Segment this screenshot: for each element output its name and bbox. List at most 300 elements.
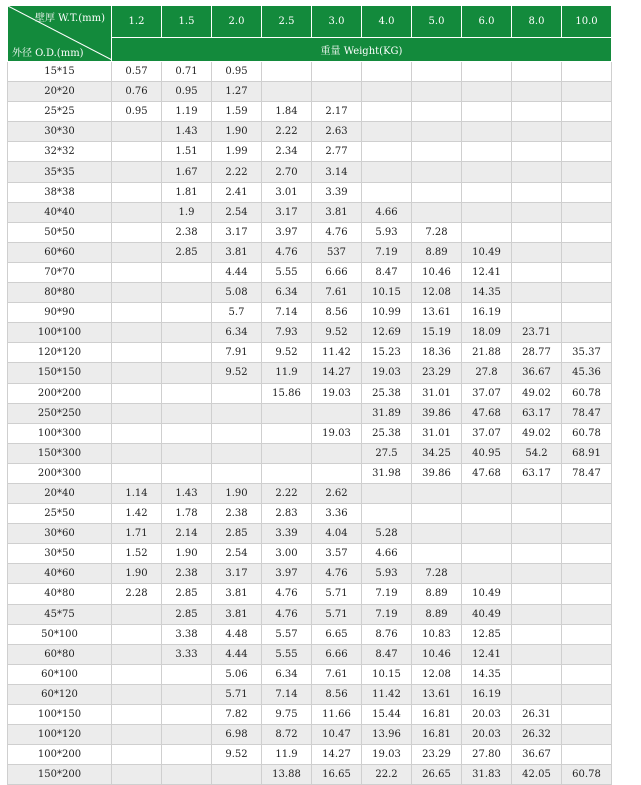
table-row: [8, 82, 612, 102]
weight-cell: 78.47: [562, 463, 612, 483]
weight-cell: 4.48: [212, 624, 262, 644]
table-row: [8, 463, 612, 483]
size-cell: 30*60: [8, 524, 112, 544]
weight-cell: 40.95: [462, 443, 512, 463]
weight-cell: [162, 423, 212, 443]
weight-cell: [112, 463, 162, 483]
weight-cell: [512, 262, 562, 282]
weight-cell: 5.06: [212, 664, 262, 684]
weight-cell: 16.81: [412, 705, 462, 725]
weight-cell: 11.42: [362, 684, 412, 704]
table-row: [8, 765, 612, 785]
size-cell: 38*38: [8, 182, 112, 202]
weight-cell: [512, 242, 562, 262]
weight-cell: [212, 443, 262, 463]
size-cell: 100*150: [8, 705, 112, 725]
weight-cell: 1.51: [162, 142, 212, 162]
weight-cell: 3.17: [212, 564, 262, 584]
weight-cell: [462, 142, 512, 162]
weight-cell: 0.95: [112, 102, 162, 122]
weight-cell: [562, 162, 612, 182]
weight-cell: [562, 664, 612, 684]
weight-cell: 35.37: [562, 343, 612, 363]
weight-cell: 7.14: [262, 684, 312, 704]
table-row: [8, 323, 612, 343]
weight-cell: [562, 725, 612, 745]
weight-cell: 60.78: [562, 765, 612, 785]
weight-cell: [112, 343, 162, 363]
size-cell: 20*40: [8, 483, 112, 503]
weight-cell: 2.54: [212, 544, 262, 564]
weight-cell: [412, 142, 462, 162]
weight-cell: 12.85: [462, 624, 512, 644]
weight-cell: 1.90: [212, 122, 262, 142]
weight-cell: 78.47: [562, 403, 612, 423]
weight-cell: 2.77: [312, 142, 362, 162]
weight-cell: 9.52: [262, 343, 312, 363]
size-cell: 100*300: [8, 423, 112, 443]
weight-cell: 25.38: [362, 383, 412, 403]
table-row: [8, 604, 612, 624]
weight-cell: 1.78: [162, 504, 212, 524]
weight-cell: 8.89: [412, 604, 462, 624]
size-cell: 40*40: [8, 202, 112, 222]
table-row: [8, 303, 612, 323]
weight-cell: 2.22: [212, 162, 262, 182]
weight-cell: 1.59: [212, 102, 262, 122]
weight-cell: 47.68: [462, 463, 512, 483]
weight-cell: 10.99: [362, 303, 412, 323]
weight-cell: 49.02: [512, 423, 562, 443]
weight-cell: 13.88: [262, 765, 312, 785]
weight-cell: [462, 162, 512, 182]
weight-cell: [112, 604, 162, 624]
weight-cell: 26.31: [512, 705, 562, 725]
thickness-header-row: [8, 6, 612, 38]
weight-cell: [312, 443, 362, 463]
weight-cell: 16.81: [412, 725, 462, 745]
weight-cell: 4.66: [362, 544, 412, 564]
weight-cell: [562, 644, 612, 664]
weight-cell: [562, 524, 612, 544]
weight-cell: [462, 524, 512, 544]
table-row: [8, 664, 612, 684]
weight-cell: [512, 684, 562, 704]
size-cell: 200*200: [8, 383, 112, 403]
weight-cell: 6.66: [312, 262, 362, 282]
weight-cell: 7.61: [312, 664, 362, 684]
size-cell: 60*80: [8, 644, 112, 664]
weight-cell: [512, 122, 562, 142]
weight-cell: [512, 142, 562, 162]
weight-cell: 2.63: [312, 122, 362, 142]
weight-cell: 23.71: [512, 323, 562, 343]
weight-cell: [112, 222, 162, 242]
weight-cell: 4.66: [362, 202, 412, 222]
size-cell: 60*100: [8, 664, 112, 684]
weight-cell: [112, 403, 162, 423]
weight-cell: 8.89: [412, 584, 462, 604]
weight-cell: 1.43: [162, 122, 212, 142]
size-cell: 150*200: [8, 765, 112, 785]
weight-cell: [162, 745, 212, 765]
weight-cell: [562, 504, 612, 524]
thickness-header-cell: 2.5: [262, 6, 312, 38]
weight-cell: 34.25: [412, 443, 462, 463]
table-row: [8, 745, 612, 765]
weight-cell: 6.34: [262, 664, 312, 684]
weight-cell: 39.86: [412, 403, 462, 423]
weight-cell: 1.90: [162, 544, 212, 564]
weight-cell: [562, 242, 612, 262]
weight-cell: [312, 403, 362, 423]
weight-cell: 2.62: [312, 483, 362, 503]
weight-cell: 2.38: [162, 564, 212, 584]
weight-cell: 2.22: [262, 483, 312, 503]
size-cell: 90*90: [8, 303, 112, 323]
weight-cell: 9.52: [312, 323, 362, 343]
weight-cell: [362, 82, 412, 102]
weight-cell: [412, 82, 462, 102]
size-cell: 150*150: [8, 363, 112, 383]
weight-cell: [212, 423, 262, 443]
weight-cell: 60.78: [562, 423, 612, 443]
weight-cell: [562, 122, 612, 142]
weight-cell: 3.81: [212, 584, 262, 604]
weight-cell: 7.28: [412, 564, 462, 584]
weight-cell: 16.19: [462, 303, 512, 323]
weight-cell: [462, 122, 512, 142]
weight-cell: [262, 463, 312, 483]
weight-cell: [312, 82, 362, 102]
weight-cell: 54.2: [512, 443, 562, 463]
size-cell: 15*15: [8, 62, 112, 82]
weight-cell: 4.04: [312, 524, 362, 544]
weight-cell: 3.57: [312, 544, 362, 564]
weight-cell: [312, 62, 362, 82]
weight-cell: [112, 202, 162, 222]
weight-cell: 2.34: [262, 142, 312, 162]
size-cell: 50*50: [8, 222, 112, 242]
thickness-header-cell: 4.0: [362, 6, 412, 38]
weight-cell: 18.36: [412, 343, 462, 363]
table-row: [8, 624, 612, 644]
weight-cell: 6.66: [312, 644, 362, 664]
weight-cell: 8.89: [412, 242, 462, 262]
weight-cell: [512, 303, 562, 323]
weight-cell: [112, 323, 162, 343]
weight-cell: [162, 725, 212, 745]
weight-cell: 4.76: [262, 604, 312, 624]
weight-cell: [462, 504, 512, 524]
weight-cell: 6.65: [312, 624, 362, 644]
weight-cell: [512, 584, 562, 604]
wall-thickness-label: 壁厚 W.T.(mm): [34, 13, 105, 24]
weight-cell: 1.19: [162, 102, 212, 122]
weight-cell: [362, 102, 412, 122]
weight-cell: [562, 604, 612, 624]
weight-cell: 1.14: [112, 483, 162, 503]
weight-cell: 1.27: [212, 82, 262, 102]
size-cell: 120*120: [8, 343, 112, 363]
weight-cell: 19.03: [312, 423, 362, 443]
thickness-header-cell: 6.0: [462, 6, 512, 38]
weight-cell: [162, 463, 212, 483]
weight-cell: [562, 62, 612, 82]
weight-cell: [112, 684, 162, 704]
weight-cell: [562, 82, 612, 102]
weight-cell: 8.47: [362, 644, 412, 664]
size-cell: 40*60: [8, 564, 112, 584]
weight-cell: [112, 705, 162, 725]
weight-cell: 2.85: [212, 524, 262, 544]
weight-cell: 10.46: [412, 262, 462, 282]
weight-cell: [412, 122, 462, 142]
weight-cell: 15.44: [362, 705, 412, 725]
weight-cell: [512, 283, 562, 303]
weight-cell: 16.65: [312, 765, 362, 785]
table-row: [8, 142, 612, 162]
weight-cell: [112, 383, 162, 403]
weight-cell: [512, 182, 562, 202]
weight-cell: [362, 142, 412, 162]
weight-cell: 3.81: [312, 202, 362, 222]
weight-cell: 18.09: [462, 323, 512, 343]
thickness-header-cell: 2.0: [212, 6, 262, 38]
weight-cell: [112, 122, 162, 142]
table-row: [8, 242, 612, 262]
weight-cell: [562, 202, 612, 222]
table-row: [8, 62, 612, 82]
weight-cell: 1.84: [262, 102, 312, 122]
weight-cell: 1.9: [162, 202, 212, 222]
weight-cell: 2.22: [262, 122, 312, 142]
weight-cell: 1.90: [112, 564, 162, 584]
weight-cell: 2.85: [162, 584, 212, 604]
weight-cell: 40.49: [462, 604, 512, 624]
weight-cell: 27.5: [362, 443, 412, 463]
weight-cell: [162, 383, 212, 403]
weight-cell: [462, 564, 512, 584]
weight-cell: [562, 544, 612, 564]
weight-cell: 63.17: [512, 463, 562, 483]
weight-cell: [112, 644, 162, 664]
table-row: [8, 584, 612, 604]
table-row: [8, 202, 612, 222]
weight-cell: 1.42: [112, 504, 162, 524]
weight-cell: [562, 483, 612, 503]
weight-cell: [162, 262, 212, 282]
table-row: [8, 283, 612, 303]
weight-cell: [112, 443, 162, 463]
weight-cell: [512, 483, 562, 503]
weight-cell: 9.75: [262, 705, 312, 725]
weight-cell: 2.85: [162, 604, 212, 624]
weight-cell: [512, 222, 562, 242]
weight-cell: [562, 142, 612, 162]
weight-cell: 60.78: [562, 383, 612, 403]
weight-cell: 10.49: [462, 584, 512, 604]
table-row: [8, 343, 612, 363]
weight-cell: 10.15: [362, 283, 412, 303]
weight-cell: [512, 162, 562, 182]
weight-cell: 0.95: [212, 62, 262, 82]
weight-cell: [512, 202, 562, 222]
weight-cell: 5.57: [262, 624, 312, 644]
weight-cell: 7.61: [312, 283, 362, 303]
weight-cell: 28.77: [512, 343, 562, 363]
weight-cell: [362, 122, 412, 142]
table-row: [8, 262, 612, 282]
weight-cell: 1.67: [162, 162, 212, 182]
weight-cell: 37.07: [462, 423, 512, 443]
weight-cell: [562, 102, 612, 122]
weight-cell: [362, 483, 412, 503]
weight-cell: 7.93: [262, 323, 312, 343]
weight-cell: 3.39: [262, 524, 312, 544]
weight-cell: 31.83: [462, 765, 512, 785]
weight-cell: [562, 564, 612, 584]
weight-cell: [562, 684, 612, 704]
weight-cell: [512, 544, 562, 564]
weight-cell: [362, 62, 412, 82]
weight-cell: 1.43: [162, 483, 212, 503]
weight-cell: 7.28: [412, 222, 462, 242]
size-cell: 100*120: [8, 725, 112, 745]
weight-cell: 14.35: [462, 283, 512, 303]
weight-cell: 31.01: [412, 383, 462, 403]
weight-cell: [212, 403, 262, 423]
size-cell: 100*200: [8, 745, 112, 765]
weight-cell: [112, 423, 162, 443]
weight-cell: 4.76: [312, 564, 362, 584]
weight-cell: 4.76: [262, 242, 312, 262]
weight-cell: [162, 303, 212, 323]
weight-cell: 0.76: [112, 82, 162, 102]
size-cell: 60*120: [8, 684, 112, 704]
weight-cell: [262, 82, 312, 102]
weight-cell: 3.33: [162, 644, 212, 664]
weight-cell: 6.34: [262, 283, 312, 303]
outer-diameter-label: 外径 O.D.(mm): [12, 48, 84, 59]
weight-cell: 7.19: [362, 584, 412, 604]
weight-cell: 4.44: [212, 262, 262, 282]
weight-cell: 68.91: [562, 443, 612, 463]
size-cell: 60*60: [8, 242, 112, 262]
weight-cell: [512, 644, 562, 664]
weight-cell: [112, 725, 162, 745]
size-cell: 45*75: [8, 604, 112, 624]
weight-cell: [162, 684, 212, 704]
table-row: [8, 725, 612, 745]
weight-cell: 7.19: [362, 604, 412, 624]
weight-cell: 36.67: [512, 745, 562, 765]
weight-cell: 2.28: [112, 584, 162, 604]
weight-cell: 3.00: [262, 544, 312, 564]
weight-cell: [412, 182, 462, 202]
weight-cell: 8.72: [262, 725, 312, 745]
weight-cell: [512, 624, 562, 644]
thickness-header-cell: 5.0: [412, 6, 462, 38]
weight-cell: [562, 745, 612, 765]
table-row: [8, 705, 612, 725]
weight-cell: [562, 323, 612, 343]
weight-cell: 5.28: [362, 524, 412, 544]
weight-cell: 23.29: [412, 363, 462, 383]
table-row: [8, 182, 612, 202]
weight-cell: 25.38: [362, 423, 412, 443]
weight-cell: [512, 664, 562, 684]
table-row: [8, 544, 612, 564]
weight-cell: 8.76: [362, 624, 412, 644]
weight-cell: 42.05: [512, 765, 562, 785]
weight-cell: 8.47: [362, 262, 412, 282]
weight-cell: [562, 182, 612, 202]
weight-cell: [562, 283, 612, 303]
weight-cell: 537: [312, 242, 362, 262]
weight-cell: [112, 162, 162, 182]
weight-cell: 11.66: [312, 705, 362, 725]
size-cell: 250*250: [8, 403, 112, 423]
weight-cell: 22.2: [362, 765, 412, 785]
weight-cell: 5.71: [312, 584, 362, 604]
weight-cell: 10.47: [312, 725, 362, 745]
weight-cell: [462, 182, 512, 202]
weight-cell: 15.86: [262, 383, 312, 403]
weight-cell: [562, 303, 612, 323]
weight-cell: 7.82: [212, 705, 262, 725]
corner-header-cell: [8, 6, 112, 62]
weight-cell: 3.97: [262, 564, 312, 584]
weight-cell: [162, 323, 212, 343]
weight-cell: 26.32: [512, 725, 562, 745]
weight-cell: [112, 765, 162, 785]
weight-cell: 6.98: [212, 725, 262, 745]
weight-cell: 31.98: [362, 463, 412, 483]
table-body: [8, 62, 612, 785]
weight-cell: [162, 363, 212, 383]
weight-cell: [112, 745, 162, 765]
weight-cell: 9.52: [212, 745, 262, 765]
weight-cell: [562, 584, 612, 604]
weight-cell: 2.17: [312, 102, 362, 122]
weight-cell: 7.91: [212, 343, 262, 363]
weight-cell: 3.97: [262, 222, 312, 242]
weight-cell: 3.17: [262, 202, 312, 222]
size-cell: 32*32: [8, 142, 112, 162]
table-row: [8, 524, 612, 544]
table-row: [8, 363, 612, 383]
weight-cell: [162, 403, 212, 423]
weight-cell: 26.65: [412, 765, 462, 785]
weight-cell: [512, 102, 562, 122]
size-cell: 25*25: [8, 102, 112, 122]
weight-cell: 23.29: [412, 745, 462, 765]
weight-cell: [362, 162, 412, 182]
table-row: [8, 102, 612, 122]
weight-cell: 49.02: [512, 383, 562, 403]
table-row: [8, 222, 612, 242]
weight-cell: 7.19: [362, 242, 412, 262]
weight-cell: 10.83: [412, 624, 462, 644]
weight-cell: 5.93: [362, 222, 412, 242]
weight-cell: 15.19: [412, 323, 462, 343]
weight-cell: 9.52: [212, 363, 262, 383]
weight-cell: 12.41: [462, 262, 512, 282]
weight-cell: 3.36: [312, 504, 362, 524]
weight-table: [7, 5, 612, 785]
thickness-header-cell: 1.5: [162, 6, 212, 38]
